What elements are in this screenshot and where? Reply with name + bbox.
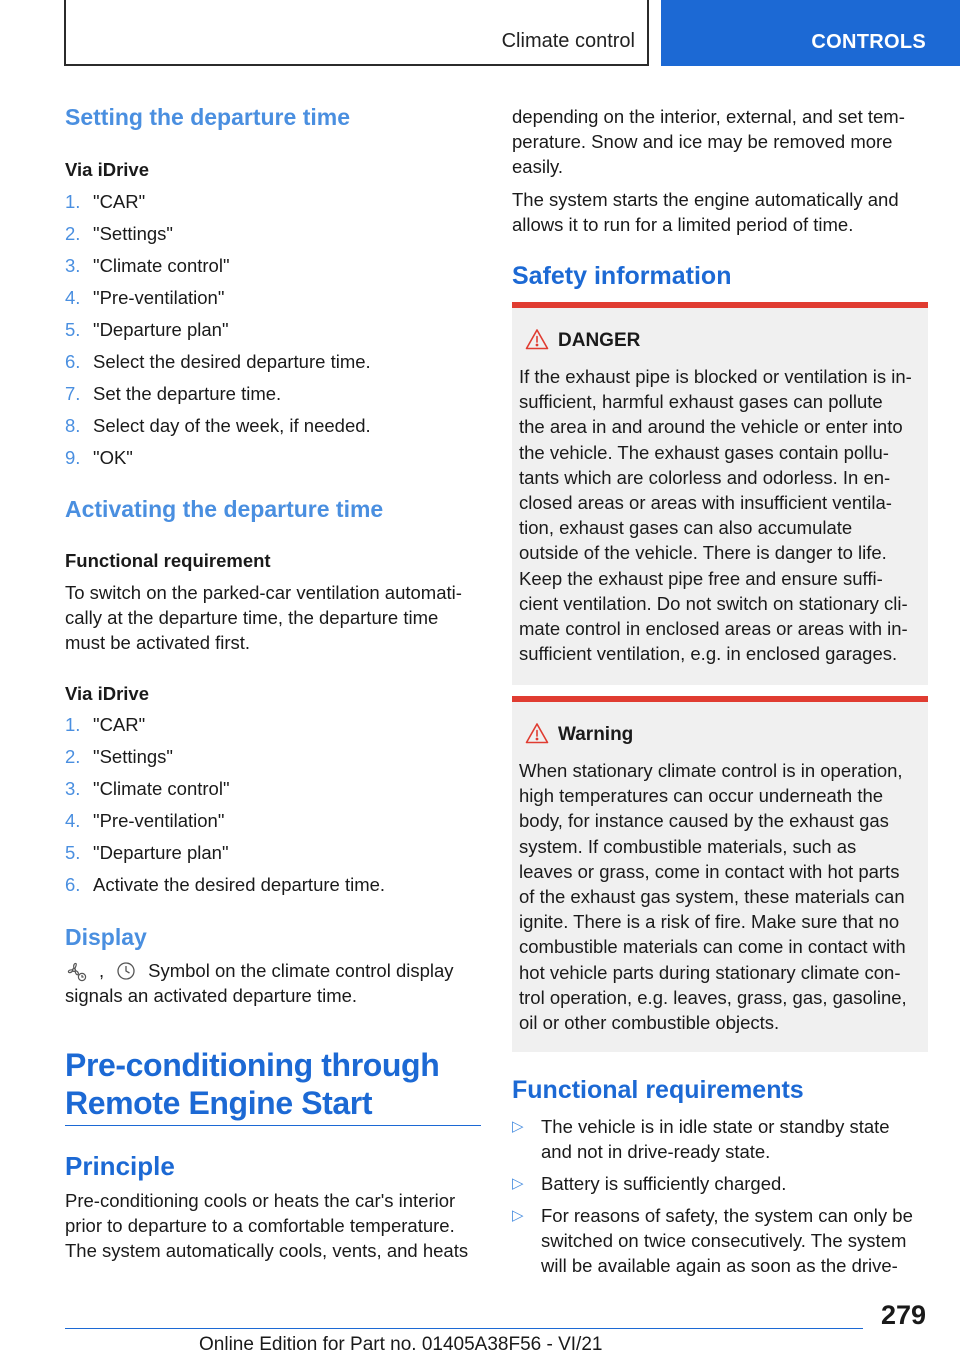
display-comma: , (99, 959, 105, 981)
setting-subheading: Via iDrive (65, 159, 149, 180)
page-number: 279 (880, 1300, 926, 1330)
header-chapter-tab (661, 0, 960, 66)
list-item: 1. "CAR" (65, 714, 146, 735)
activating-subheading: Via iDrive (65, 683, 149, 704)
list-item: 4. "Pre-ventilation" (65, 810, 225, 831)
header-section-tab (64, 0, 649, 66)
list-item: 6. Activate the desired departure time. (65, 874, 386, 895)
section-rule (65, 1125, 481, 1126)
list-item: 4. "Pre-ventilation" (65, 287, 225, 308)
functional-requirements-heading: Functional requirements (512, 1076, 804, 1104)
clock-icon (116, 961, 136, 981)
list-item: 1. "CAR" (65, 191, 146, 212)
principle-text: Pre-conditioning cools or heats the car's interior prior to departure to a comfortable temperature. The system automatically cools, vents, and heats (65, 1190, 469, 1261)
engine-start-text: The system starts the engine automatically and allows it to run for a limited period of time. (512, 189, 899, 235)
warning-box (512, 696, 928, 1052)
list-item: 2. "Settings" (65, 223, 173, 244)
principle-heading: Principle (65, 1151, 175, 1181)
footer-edition: Online Edition for Part no. 01405A38F56 - VI/21 (199, 1334, 603, 1355)
display-line1: Symbol on the climate control display (148, 959, 454, 981)
list-item: 5. "Departure plan" (65, 319, 229, 340)
bullet-triangle-icon: ▷ (512, 1118, 524, 1135)
setting-heading: Setting the departure time (65, 104, 350, 130)
fan-clock-icon (65, 960, 87, 982)
warning-text: When stationary climate control is in operation, high temperatures can occur underneath the body, for instance caused by the exhaust gas system. If combustible materials, such as leaves or grass, come in contact with hot parts of the exhaust gas system, these materials can ignite. There is a risk of fire. Make sure that no combustible materials can come in contact with hot vehicle parts during stationary climate con- trol operation, e.g. leaves, grass, gas, gasoline, oil or other combustible objects. (519, 760, 907, 1034)
footer-rule (65, 1328, 863, 1329)
list-item: 3. "Climate control" (65, 778, 230, 799)
principle-continued: depending on the interior, external, and set tem- perature. Snow and ice may be removed more easily. (512, 106, 905, 177)
safety-heading: Safety information (512, 262, 732, 290)
warning-triangle-icon (525, 328, 549, 350)
activating-steps (65, 709, 481, 901)
warning-triangle-icon (525, 722, 549, 744)
setting-steps (65, 186, 481, 474)
list-item: 3. "Climate control" (65, 255, 230, 276)
warning-title: Warning (558, 724, 634, 745)
activating-heading: Activating the departure time (65, 496, 384, 522)
danger-title: DANGER (558, 330, 641, 351)
list-item: ▷ The vehicle is in idle state or standby state and not in drive-ready state. (512, 1116, 890, 1162)
bullet-triangle-icon: ▷ (512, 1207, 524, 1224)
list-item: ▷ Battery is sufficiently charged. (512, 1173, 787, 1194)
display-heading: Display (65, 924, 147, 950)
list-item: 8. Select day of the week, if needed. (65, 415, 371, 436)
precond-title: Pre-conditioning through Remote Engine Start (65, 1047, 440, 1121)
list-item: ▷ For reasons of safety, the system can only be switched on twice consecutively. The system will be available again as soon as the drive- (512, 1205, 913, 1276)
requirements-list (512, 1114, 928, 1285)
functional-requirement-subheading: Functional requirement (65, 550, 271, 571)
functional-requirement-text: To switch on the parked-car ventilation automati- cally at the departure time, the departure time must be activated first. (65, 582, 462, 653)
list-item: 5. "Departure plan" (65, 842, 229, 863)
display-line2: signals an activated departure time. (65, 985, 358, 1006)
danger-box (512, 302, 928, 685)
danger-text: If the exhaust pipe is blocked or ventilation is in- sufficient, harmful exhaust gases can pollute the area in and around the vehicle or enter into the vehicle. The exhaust gases contain pollu- tants which are colorless and odorless. In en- closed areas or areas with insufficient ventila- tion, exhaust gases can also accumulate outside of the vehicle. There is danger to life. Keep the exhaust pipe free and ensure suffi- cient ventilation. Do not switch on stationary cli- mate control in enclosed areas or areas with in- sufficient ventilation, e.g. in enclosed garages. (519, 366, 912, 665)
header-chapter-title: CONTROLS (811, 31, 926, 53)
bullet-triangle-icon: ▷ (512, 1175, 524, 1192)
list-item: 2. "Settings" (65, 746, 173, 767)
list-item: 7. Set the departure time. (65, 383, 282, 404)
display-text (65, 958, 454, 1008)
header-section-title: Climate control (501, 30, 635, 52)
list-item: 6. Select the desired departure time. (65, 351, 371, 372)
list-item: 9. "OK" (65, 447, 133, 468)
